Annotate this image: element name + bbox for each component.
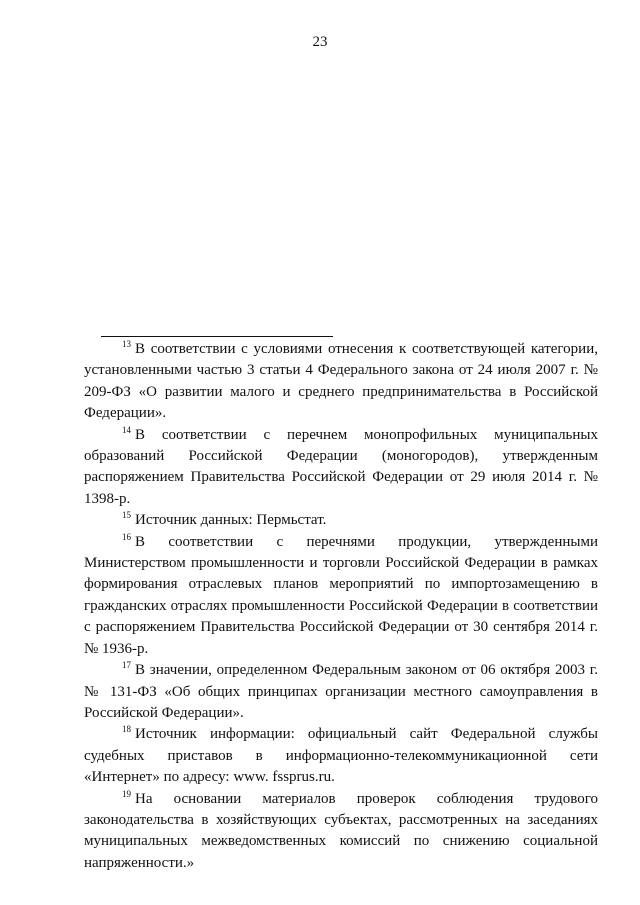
footnote (84, 425, 598, 511)
footnote-mark: 13 (122, 339, 131, 349)
footnote-mark: 15 (122, 510, 131, 521)
footnote (84, 510, 598, 531)
footnote-text: Источник данных: Пермьстат. (135, 512, 327, 529)
footnote-mark: 19 (122, 788, 131, 799)
footnote-mark: 14 (122, 424, 131, 435)
footnote-mark: 16 (122, 531, 131, 542)
footnote-text: На основании материалов проверок соблюдения трудового законодательства в хозяйствующих субъектах, рассмотренных на заседаниях муниципальных межведомственных комиссий по снижению социальной напряженности.» (84, 790, 598, 871)
footnote-text: В значении, определенном Федеральным законом от 06 октября 2003 г. № 131-ФЗ «Об общих принципах организации местного самоуправления в Российской Федерации». (84, 662, 598, 721)
footnotes-section (84, 339, 598, 874)
footnote-text: В соответствии с перечнем монопрофильных муниципальных образований Российской Федерации (моногородов), утвержденным распоряжением Правительства Российской Федерации от 29 июля 2014 г. № 1398-р. (84, 426, 598, 507)
footnote (84, 660, 598, 724)
footnote-text: В соответствии с перечнями продукции, утвержденными Министерством промышленности и торговли Российской Федерации в рамках формирования отраслевых планов мероприятий по импортозамещению в гражданских отраслях промышленности Российской Федерации в соответствии с распоряжением Правительства Российской Федерации от 30 сентября 2014 г. № 1936-р. (84, 533, 598, 657)
page-number: 23 (312, 34, 328, 50)
footnote-text: В соответствии с условиями отнесения к соответствующей категории, установленными частью 3 статьи 4 Федерального закона от 24 июля 2007 г. № 209-ФЗ «О развитии малого и среднего предпринимательства в Российской Федерации». (84, 341, 598, 422)
footnote (84, 339, 598, 425)
footnote (84, 789, 598, 875)
footnote-mark: 18 (122, 724, 131, 735)
footnote (84, 724, 598, 788)
footnote-text: Источник информации: официальный сайт Федеральной службы судебных приставов в информационно-телекоммуникационной сети «Интернет» по адресу: www. fssprus.ru. (84, 726, 598, 786)
footnote-mark: 17 (122, 660, 131, 671)
footnote (84, 532, 598, 660)
footnote-separator (101, 336, 333, 337)
